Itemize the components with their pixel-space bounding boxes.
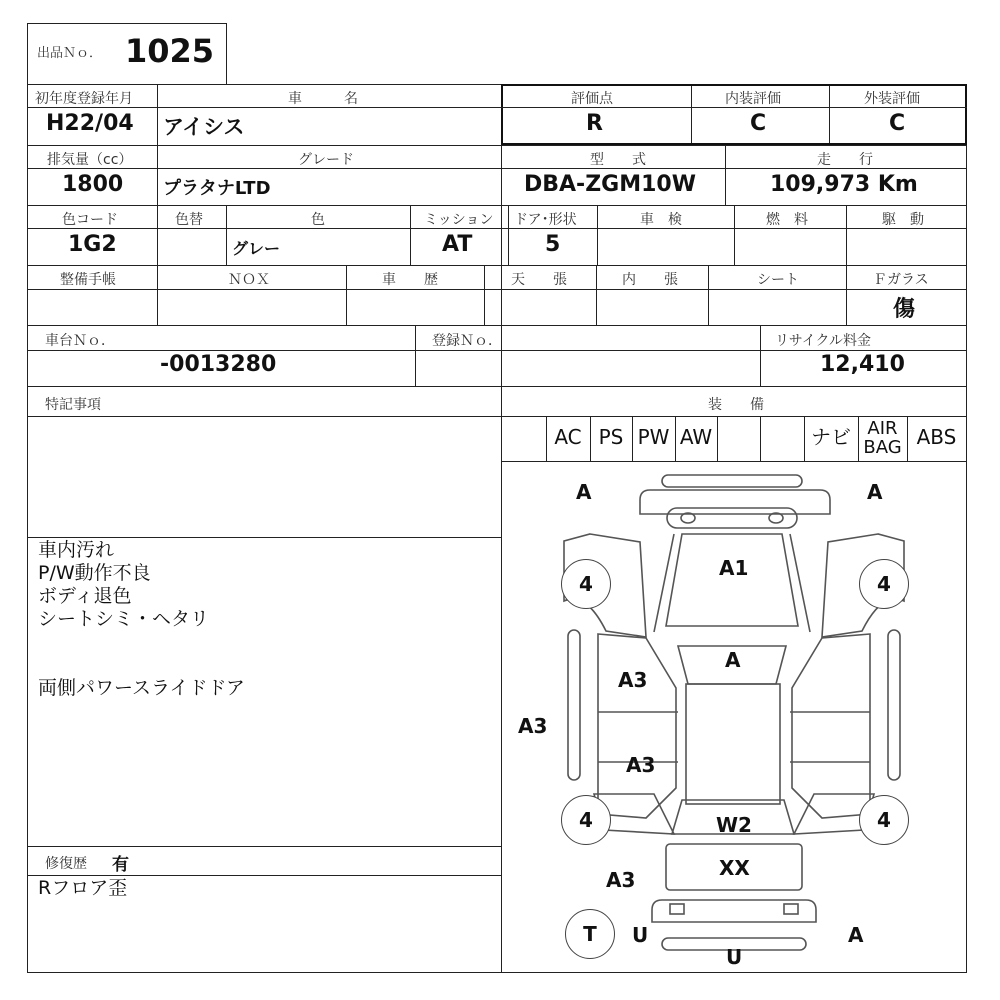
repair-label: 修復歴 bbox=[45, 856, 87, 872]
mark-windshield: A bbox=[725, 648, 741, 672]
reg-value: H22/04 bbox=[46, 111, 134, 136]
glass-label: Ｆガラス bbox=[873, 272, 929, 288]
mark-front-left-corner: A bbox=[576, 480, 592, 504]
tire-front-left: 4 bbox=[561, 559, 611, 609]
equipment-item: PS bbox=[598, 425, 624, 449]
mark-rear-bumper: U bbox=[726, 945, 743, 969]
seat-label: シート bbox=[757, 272, 799, 288]
score-label: 評価点 bbox=[571, 91, 613, 107]
tire-rear-right: 4 bbox=[859, 795, 909, 845]
roof-label: 天 張 bbox=[511, 272, 567, 288]
equipment-label: 装 備 bbox=[708, 397, 764, 413]
interior-trim-label: 内 張 bbox=[622, 272, 678, 288]
repaint-label: 色替 bbox=[175, 212, 203, 228]
mark-rear-right-corner: A bbox=[848, 923, 864, 947]
mark-left-side: A3 bbox=[518, 714, 548, 738]
grade-label: グレード bbox=[298, 152, 354, 168]
notes-label: 特記事項 bbox=[45, 397, 101, 413]
mark-rear-window: W2 bbox=[716, 813, 752, 837]
door-label: ドア･形状 bbox=[514, 212, 577, 228]
equipment-cell bbox=[760, 416, 805, 462]
interior-value: C bbox=[750, 111, 767, 136]
grade-value: プラタナLTD bbox=[163, 178, 271, 199]
color-code-value: 1G2 bbox=[68, 232, 117, 257]
recycle-label: リサイクル料金 bbox=[775, 333, 872, 349]
chassis-value: -0013280 bbox=[160, 352, 277, 377]
score-value: R bbox=[586, 111, 603, 136]
mark-left-rear-quarter: A3 bbox=[606, 868, 636, 892]
door-value: 5 bbox=[545, 232, 561, 257]
color-value: グレー bbox=[232, 239, 281, 258]
mark-hood: A1 bbox=[719, 556, 749, 580]
equipment-item: ナビ bbox=[811, 425, 851, 449]
mission-label: ミッション bbox=[424, 212, 494, 228]
mark-trunk: XX bbox=[719, 856, 750, 880]
model-value: DBA-ZGM10W bbox=[524, 172, 696, 197]
cc-value: 1800 bbox=[62, 172, 124, 197]
spare-tire: T bbox=[565, 909, 615, 959]
equipment-item: AC bbox=[554, 425, 582, 449]
notes-text: 車内汚れ P/W動作不良 ボディ退色 シートシミ・ヘタリ 両側パワースライドドア bbox=[38, 539, 245, 699]
color-label: 色 bbox=[311, 212, 325, 228]
history-label: 車 歴 bbox=[382, 272, 438, 288]
mission-value: AT bbox=[442, 232, 473, 257]
equipment-cell bbox=[717, 416, 761, 462]
mark-rear-left: U bbox=[632, 923, 649, 947]
interior-label: 内装評価 bbox=[725, 91, 781, 107]
mileage-value: 109,973 Km bbox=[770, 172, 918, 197]
chassis-label: 車台Ｎｏ． bbox=[45, 333, 115, 349]
car-diagram bbox=[502, 462, 966, 972]
name-value: アイシス bbox=[163, 115, 245, 139]
model-label: 型 式 bbox=[590, 152, 646, 168]
mark-front-right-corner: A bbox=[867, 480, 883, 504]
mark-left-front-door: A3 bbox=[618, 668, 648, 692]
name-label: 車 名 bbox=[288, 91, 358, 107]
equipment-item: AW bbox=[679, 425, 713, 449]
service-label: 整備手帳 bbox=[60, 272, 116, 288]
drive-label: 駆 動 bbox=[882, 212, 924, 228]
color-code-label: 色コード bbox=[62, 212, 118, 228]
exterior-value: C bbox=[889, 111, 906, 136]
nox-label: ＮＯＸ bbox=[228, 272, 270, 288]
cc-label: 排気量（cc） bbox=[47, 152, 133, 168]
tire-front-right: 4 bbox=[859, 559, 909, 609]
exterior-label: 外装評価 bbox=[864, 91, 920, 107]
glass-value: 傷 bbox=[893, 297, 916, 322]
tire-rear-left: 4 bbox=[561, 795, 611, 845]
equipment-item: AIR BAG bbox=[863, 418, 902, 458]
repair-value: 有 bbox=[112, 855, 129, 875]
equipment-item: ABS bbox=[916, 425, 957, 449]
lot-label: 出品Ｎｏ． bbox=[37, 46, 103, 61]
recycle-value: 12,410 bbox=[820, 352, 905, 377]
fuel-label: 燃 料 bbox=[766, 212, 808, 228]
reg-label: 初年度登録年月 bbox=[35, 91, 133, 107]
equipment-item: PW bbox=[637, 425, 670, 449]
regno-label: 登録Ｎｏ． bbox=[432, 333, 502, 349]
lot-number: 1025 bbox=[125, 32, 215, 70]
inspection-label: 車 検 bbox=[640, 212, 682, 228]
equipment-cell bbox=[501, 416, 547, 462]
mark-left-rear-door: A3 bbox=[626, 753, 656, 777]
repair-detail: Rフロア歪 bbox=[38, 877, 128, 899]
mileage-label: 走 行 bbox=[817, 152, 873, 168]
